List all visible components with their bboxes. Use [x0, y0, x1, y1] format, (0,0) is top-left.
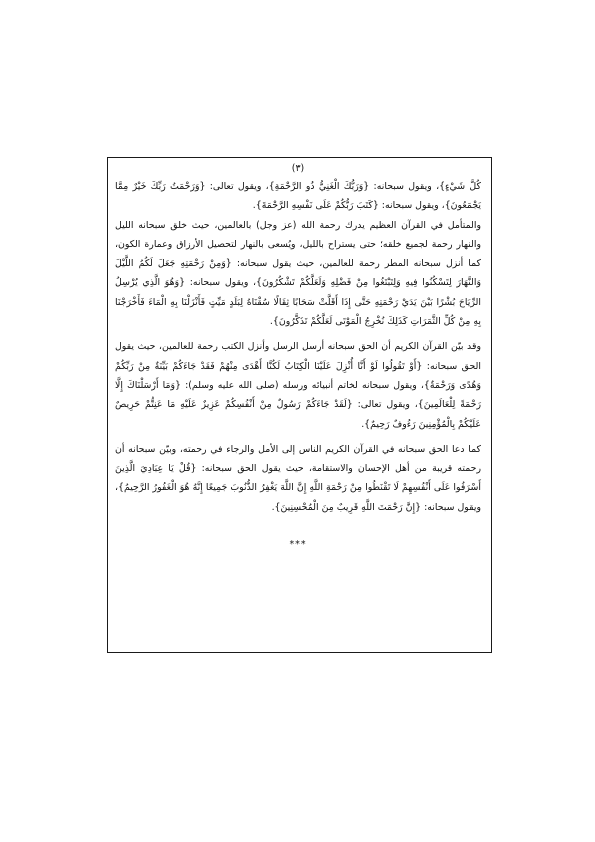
- section-separator: ***: [289, 539, 307, 551]
- paragraph-3: وقد بيّن القرآن الكريم أن الحق سبحانه أرسل الرسل وأنزل الكتب رحمة للعالمين، حيث يقول الحق سبحانه: {أَوْ تَقُولُوا لَوْ أَنَّا أُنْزِلَ عَلَيْنَا الْكِتَابُ لَكُنَّا أَهْدَى مِنْهُمْ فَقَدْ جَاءَكُمْ بَيِّنَةٌ مِنْ رَبِّكُمْ وَهُدًى وَرَحْمَةٌ}، ويقول سبحانه لخاتم أنبيائه ورسله (صلى الله عليه وسلم): {وَمَا أَرْسَلْنَاكَ إِلَّا رَحْمَةً لِلْعَالَمِينَ}، ويقول تعالى: {لَقَدْ جَاءَكُمْ رَسُولٌ مِنْ أَنْفُسِكُمْ عَزِيزٌ عَلَيْهِ مَا عَنِتُّمْ حَرِيصٌ عَلَيْكُمْ بِالْمُؤْمِنِينَ رَءُوفٌ رَحِيمٌ}.: [115, 341, 481, 430]
- paragraph-1: كُلَّ شَيْءٍ}، ويقول سبحانه: {وَرَبُّكَ الْغَنِيُّ ذُو الرَّحْمَةِ}، ويقول تعالى: {وَرَحْمَتُ رَبِّكَ خَيْرٌ مِمَّا يَجْمَعُونَ}، ويقول سبحانه: {كَتَبَ رَبُّكُمْ عَلَى نَفْسِهِ الرَّحْمَةَ}.: [115, 181, 481, 212]
- page-content: [115, 162, 481, 682]
- paragraph-4: كما دعا الحق سبحانه في القرآن الكريم الناس إلى الأمل والرجاء في رحمته، وبيّن سبحانه أن رحمته قريبة من أهل الإحسان والاستقامة، حيث يقول الحق سبحانه: {قُلْ يَا عِبَادِيَ الَّذِينَ أَسْرَفُوا عَلَى أَنْفُسِهِمْ لَا تَقْنَطُوا مِنْ رَحْمَةِ اللَّهِ إِنَّ اللَّهَ يَغْفِرُ الذُّنُوبَ جَمِيعًا إِنَّهُ هُوَ الْغَفُورُ الرَّحِيمُ}، ويقول سبحانه: {إِنَّ رَحْمَتَ اللَّهِ قَرِيبٌ مِنَ الْمُحْسِنِينَ}.: [115, 443, 481, 513]
- paragraph-2: والمتأمل في القرآن العظيم يدرك رحمة الله (عز وجل) بالعالمين، حيث خلق سبحانه الليل والنهار رحمة لجميع خلقه؛ حتى يستراح بالليل، ويُسعى بالنهار لتحصيل الأرزاق وعمارة الكون، كما أنزل سبحانه المطر رحمة للعالمين، حيث يقول سبحانه: {وَمِنْ رَحْمَتِهِ جَعَلَ لَكُمُ اللَّيْلَ وَالنَّهَارَ لِتَسْكُنُوا فِيهِ وَلِتَبْتَغُوا مِنْ فَضْلِهِ وَلَعَلَّكُمْ تَشْكُرُونَ}، ويقول سبحانه: {وَهُوَ الَّذِي يُرْسِلُ الرِّيَاحَ بُشْرًا بَيْنَ يَدَيْ رَحْمَتِهِ حَتَّى إِذَا أَقَلَّتْ سَحَابًا ثِقَالًا سُقْنَاهُ لِبَلَدٍ مَيِّتٍ فَأَنْزَلْنَا بِهِ الْمَاءَ فَأَخْرَجْنَا بِهِ مِنْ كُلِّ الثَّمَرَاتِ كَذَلِكَ نُخْرِجُ الْمَوْتَى لَعَلَّكُمْ تَذَكَّرُونَ}.: [115, 219, 481, 328]
- page-number: (٣): [291, 163, 305, 174]
